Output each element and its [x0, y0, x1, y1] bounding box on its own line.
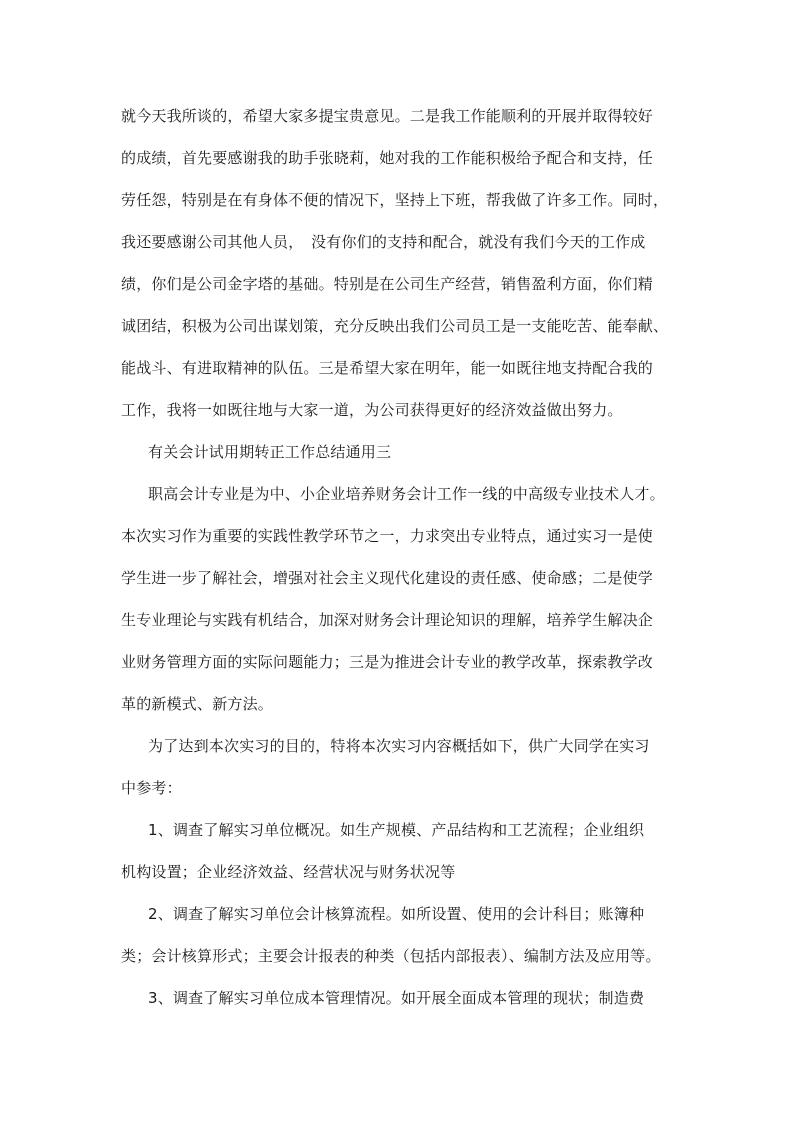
paragraph-line: 诚团结，积极为公司出谋划策，充分反映出我们公司员工是一支能吃苦、能奉献、 — [121, 317, 669, 335]
paragraph-line: 绩，你们是公司金字塔的基础。特别是在公司生产经营，销售盈利方面，你们精 — [121, 275, 654, 293]
paragraph-line: 就今天我所谈的，希望大家多提宝贵意见。二是我工作能顺利的开展并取得较好 — [121, 107, 654, 125]
paragraph-line: 我还要感谢公司其他人员， 没有你们的支持和配合，就没有我们今天的工作成 — [121, 233, 646, 251]
list-item-continuation: 类；会计核算形式；主要会计报表的种类（包括内部报表）、编制方法及应用等。 — [121, 947, 661, 965]
list-item: 2、调查了解实习单位会计核算流程。如所设置、使用的会计科目；账簿种 — [148, 905, 645, 923]
paragraph-line: 职高会计专业是为中、小企业培养财务会计工作一线的中高级专业技术人才。 — [148, 485, 665, 503]
paragraph-line: 学生进一步了解社会，增强对社会主义现代化建设的责任感、使命感；二是使学 — [121, 569, 654, 587]
paragraph-line: 本次实习作为重要的实践性教学环节之一，力求突出专业特点，通过实习一是使 — [121, 527, 654, 545]
list-item: 3、调查了解实习单位成本管理情况。如开展全面成本管理的现状；制造费 — [148, 989, 645, 1007]
paragraph-line: 生专业理论与实践有机结合，加深对财务会计理论知识的理解，培养学生解决企 — [121, 611, 654, 629]
section-heading: 有关会计试用期转正工作总结通用三 — [148, 443, 392, 461]
paragraph-line: 业财务管理方面的实际问题能力；三是为推进会计专业的教学改革，探索教学改 — [121, 653, 654, 671]
paragraph-line: 为了达到本次实习的目的，特将本次实习内容概括如下，供广大同学在实习 — [148, 737, 650, 755]
paragraph-line: 工作，我将一如既往地与大家一道，为公司获得更好的经济效益做出努力。 — [121, 401, 623, 419]
paragraph-line: 劳任怨，特别是在有身体不便的情况下，坚持上下班，帮我做了许多工作。同时， — [121, 191, 669, 209]
paragraph-line: 能战斗、有进取精神的队伍。三是希望大家在明年，能一如既往地支持配合我的 — [121, 359, 654, 377]
paragraph-line: 的成绩，首先要感谢我的助手张晓莉，她对我的工作能积极给予配合和支持，任 — [121, 149, 654, 167]
list-item: 1、调查了解实习单位概况。如生产规模、产品结构和工艺流程；企业组织 — [148, 821, 645, 839]
paragraph-line: 革的新模式、新方法。 — [121, 695, 274, 713]
paragraph-line: 中参考： — [121, 779, 182, 797]
list-item-continuation: 机构设置；企业经济效益、经营状况与财务状况等 — [121, 863, 456, 881]
